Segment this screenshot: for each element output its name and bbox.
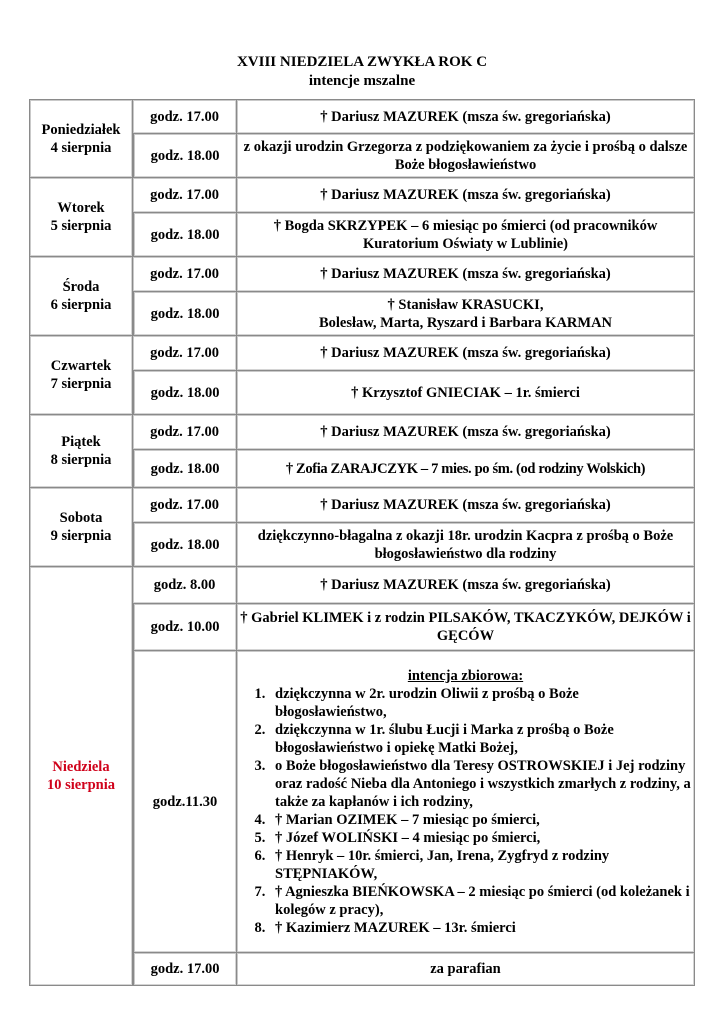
list-item: 5. † Józef WOLIŃSKI – 4 miesiąc po śmierci, (269, 829, 692, 847)
mass-time: godz. 17.00 (133, 488, 237, 523)
mass-time: godz. 17.00 (133, 953, 237, 986)
mass-time: godz. 17.00 (133, 336, 237, 371)
day-cell-thursday (29, 336, 133, 415)
mass-time: godz. 8.00 (133, 567, 237, 604)
mass-time: godz. 10.00 (133, 604, 237, 651)
mass-time: godz. 17.00 (133, 178, 237, 213)
mass-intention: dziękczynno-błagalna z okazji 18r. urodzin Kacpra z prośbą o Boże błogosławieństwo dla rodziny (237, 523, 695, 567)
list-item: 8. † Kazimierz MAZUREK – 13r. śmierci (269, 919, 692, 937)
day-name: Czwartek (50, 358, 112, 374)
day-cell-monday (29, 99, 133, 178)
intention-line: Bolesław, Marta, Ryszard i Barbara KARMAN (318, 314, 613, 331)
table-row (29, 99, 695, 134)
mass-intention: † Gabriel KLIMEK i z rodzin PILSAKÓW, TKACZYKÓW, DEJKÓW i GĘCÓW (237, 604, 695, 651)
mass-intention: † Dariusz MAZUREK (msza św. gregoriańska) (237, 336, 695, 371)
table-row (29, 257, 695, 292)
day-date: 9 sierpnia (50, 528, 112, 544)
day-cell-wednesday (29, 257, 133, 336)
mass-intention: † Dariusz MAZUREK (msza św. gregoriańska) (237, 257, 695, 292)
collective-intention (237, 651, 695, 953)
mass-time: godz. 17.00 (133, 415, 237, 450)
day-cell-friday (29, 415, 133, 488)
list-item: 2. dziękczynna w 1r. ślubu Łucji i Marka z prośbą o Boże błogosławieństwo i opiekę Matki Bożej, (269, 721, 692, 757)
table-row (29, 336, 695, 371)
mass-intention: † Dariusz MAZUREK (msza św. gregoriańska) (237, 99, 695, 134)
mass-time: godz. 18.00 (133, 371, 237, 415)
day-date: 5 sierpnia (50, 218, 112, 234)
list-item: 1. dziękczynna w 2r. urodzin Oliwii z prośbą o Boże błogosławieństwo, (269, 685, 692, 721)
day-name: Piątek (61, 434, 101, 450)
day-name: Sobota (59, 510, 103, 526)
mass-intention: † Bogda SKRZYPEK – 6 miesiąc po śmierci (od pracowników Kuratorium Oświaty w Lublinie) (237, 213, 695, 257)
mass-intention: † Krzysztof GNIECIAK – 1r. śmierci (237, 371, 695, 415)
mass-time: godz. 18.00 (133, 292, 237, 336)
mass-time: godz.11.30 (133, 651, 237, 953)
mass-intention: † Zofia ZARAJCZYK – 7 mies. po śm. (od rodziny Wolskich) (237, 450, 695, 488)
mass-time: godz. 18.00 (133, 450, 237, 488)
day-date: 10 sierpnia (46, 777, 116, 793)
list-item: 7. † Agnieszka BIEŃKOWSKA – 2 miesiąc po śmierci (od koleżanek i kolegów z pracy), (269, 883, 692, 919)
table-row (29, 567, 695, 604)
mass-intention: † Dariusz MAZUREK (msza św. gregoriańska) (237, 415, 695, 450)
day-name: Środa (62, 279, 100, 295)
day-cell-sunday (29, 567, 133, 986)
list-item: 4. † Marian OZIMEK – 7 miesiąc po śmierci, (269, 811, 692, 829)
mass-time: godz. 18.00 (133, 523, 237, 567)
mass-intention: † Dariusz MAZUREK (msza św. gregoriańska) (237, 488, 695, 523)
mass-intention (237, 292, 695, 336)
day-cell-tuesday (29, 178, 133, 257)
table-row (29, 178, 695, 213)
day-name: Poniedziałek (41, 121, 121, 138)
collective-intention-heading: intencja zbiorowa: (407, 667, 524, 684)
mass-time: godz. 18.00 (133, 213, 237, 257)
mass-schedule-table (29, 99, 695, 986)
page-subtitle: intencje mszalne (308, 73, 416, 89)
day-cell-saturday (29, 488, 133, 567)
mass-intention: † Dariusz MAZUREK (msza św. gregoriańska) (237, 567, 695, 604)
table-row (29, 415, 695, 450)
mass-intention: za parafian (237, 953, 695, 986)
mass-time: godz. 17.00 (133, 257, 237, 292)
collective-intention-list (239, 685, 692, 937)
day-name: Wtorek (57, 200, 105, 216)
mass-time: godz. 17.00 (133, 99, 237, 134)
day-date: 7 sierpnia (50, 376, 112, 392)
table-row (29, 488, 695, 523)
page-title: XVIII NIEDZIELA ZWYKŁA ROK C (236, 54, 488, 70)
mass-time: godz. 18.00 (133, 134, 237, 178)
day-name: Niedziela (52, 759, 110, 775)
mass-intention: z okazji urodzin Grzegorza z podziękowaniem za życie i prośbą o dalsze Boże błogosławieństwo (237, 134, 695, 178)
day-date: 4 sierpnia (50, 139, 112, 156)
day-date: 6 sierpnia (50, 297, 112, 313)
day-date: 8 sierpnia (50, 452, 112, 468)
list-item: 3. o Boże błogosławieństwo dla Teresy OSTROWSKIEJ i Jej rodziny oraz radość Nieba dla Antoniego i wszystkich zmarłych z rodziny, a także za kapłanów i ich rodziny, (269, 757, 692, 811)
mass-intention: † Dariusz MAZUREK (msza św. gregoriańska) (237, 178, 695, 213)
list-item: 6. † Henryk – 10r. śmierci, Jan, Irena, Zygfryd z rodziny STĘPNIAKÓW, (269, 847, 692, 883)
intention-line: † Stanisław KRASUCKI, (387, 296, 544, 313)
